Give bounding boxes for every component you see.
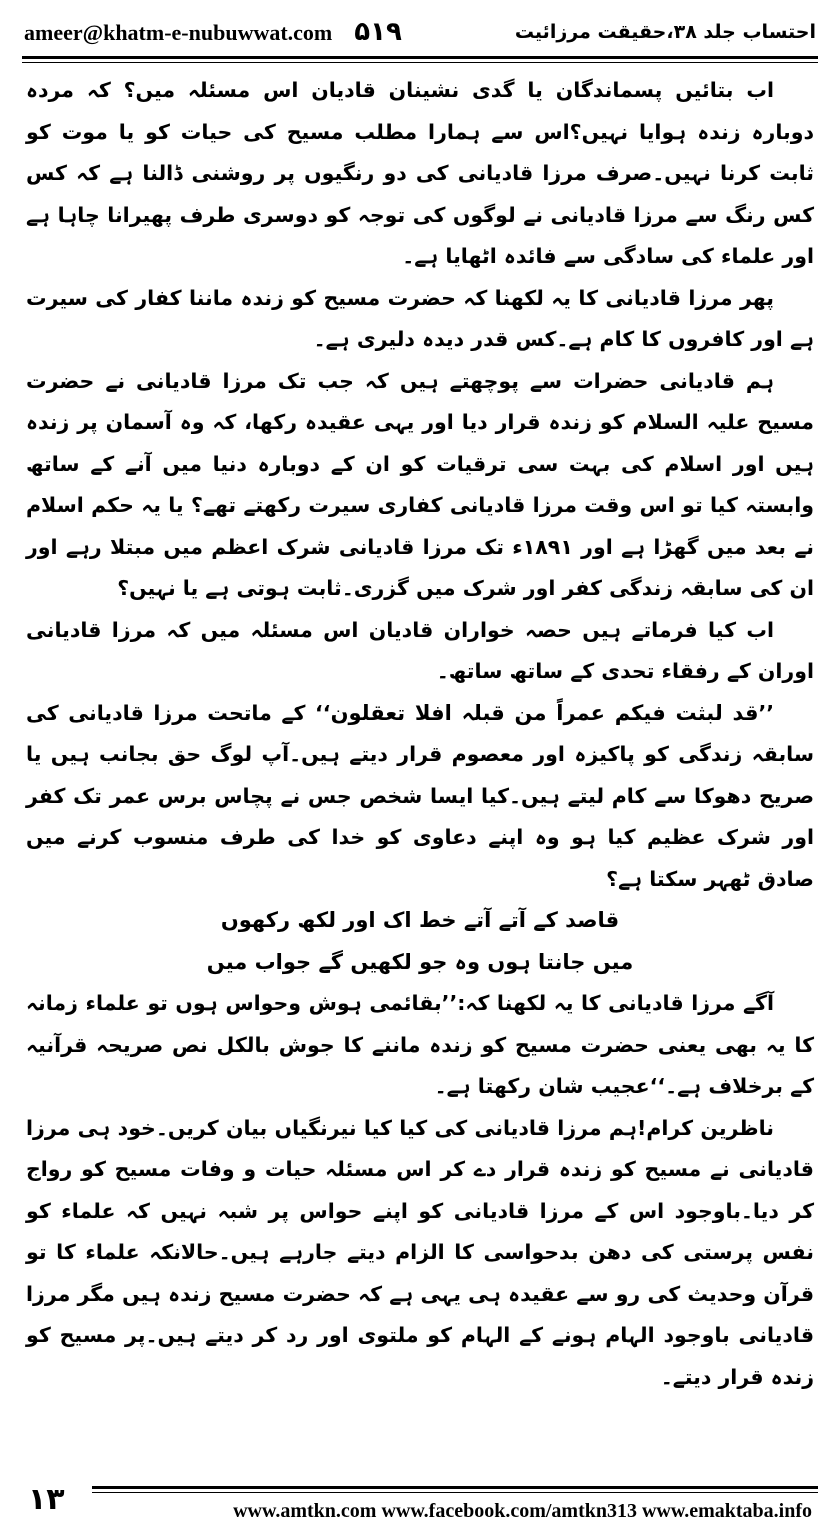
final-paragraph: ناظرین کرام!ہم مرزا قادیانی کی کیا کیا نیرنگیاں بیان کریں۔خود ہی مرزا قادیانی نے مسیح کو زندہ قرار دے کر اس مسئلہ حیات و وفات مسیح کو رواج کر دیا۔باوجود اس کے مرزا قادیانی کو اپنے حواس پر شبہ نہیں کہ علماء کو نفس پرستی کی دھن بدحواسی کا الزام دیتے جارہے ہیں۔حالانکہ علماء کا تو قرآن وحدیث کی رو سے عقیدہ ہی یہی ہے کہ حضرت مسیح زندہ ہیں مگر مرزا قادیانی باوجود الہام ہونے کے الہام کو ملتوی اور رد کر دیتے ہیں۔پر مسیح کو زندہ قرار دیتے۔ — [26, 1115, 814, 1389]
header-email: ameer@khatm-e-nubuwwat.com — [24, 20, 333, 45]
page-header — [24, 10, 816, 54]
after-quote-text: کے ماتحت مرزا قادیانی کی سابقہ زندگی کو پاکیزہ اور معصوم قرار دیتے ہیں۔آپ لوگ حق بجانب ہیں یا صریح دھوکا سے کام لیتے ہیں۔کیا ایسا شخص جس نے پچاس برس عمر تک کفر اور شرک عظیم کیا ہو وہ اپنے دعاوی کو خدا کی طرف منسوب کرنے میں صادق ٹھہر سکتا ہے؟ — [26, 700, 814, 891]
paragraph-3: ہم قادیانی حضرات سے پوچھتے ہیں کہ جب تک مرزا قادیانی نے حضرت مسیح علیہ السلام کو زندہ قرار دیا اور یہی عقیدہ رکھا، کہ وہ آسمان پر زندہ ہیں اور اسلام کی بہت سی ترقیات کو ان کے دوبارہ دنیا میں آنے کے ساتھ وابستہ کیا تو اس وقت مرزا قادیانی کفاری سیرت رکھتے تھے؟ یا یہ حکم اسلام نے بعد میں گھڑا ہے اور ۱۸۹۱ء تک مرزا قادیانی شرک اعظم میں مبتلا رہے اور ان کی سابقہ زندگی کفر اور شرک میں گزری۔ثابت ہوتی ہے یا نہیں؟ — [26, 368, 814, 600]
quran-quote: قد لبثت فیکم عمراً من قبلہ افلا تعقلون — [330, 700, 759, 725]
paragraph-4: اب کیا فرماتے ہیں حصہ خواران قادیان اس مسئلہ میں کہ مرزا قادیانی اوران کے رفقاء تحدی کے ساتھ ساتھ۔ — [26, 617, 814, 683]
page-body — [26, 70, 814, 1398]
running-title: احتساب جلد ۳۸،حقیقت مرزائیت — [514, 21, 816, 43]
header-rule — [22, 56, 818, 63]
couplet-line-1: قاصد کے آتے آتے خط اک اور لکھ رکھوں — [220, 908, 620, 932]
paragraph-after-couplet: آگے مرزا قادیانی کا یہ لکھنا کہ:’’بقائمی ہوش وحواس ہوں تو علماء زمانہ کا یہ بھی یعنی حضرت مسیح کو زندہ ماننے کا جوش بالکل نص صریحہ قرآنیہ کے برخلاف ہے۔‘‘عجیب شان رکھتا ہے۔ — [26, 991, 814, 1098]
header-page-number: ۵۱۹ — [354, 17, 402, 47]
page-footer — [22, 1478, 818, 1540]
footer-page-number: ۱۳ — [28, 1482, 65, 1517]
couplet-line-2: میں جانتا ہوں وہ جو لکھیں گے جواب میں — [206, 949, 634, 974]
paragraph-1: اب بتائیں پسماندگان یا گدی نشینان قادیان اس مسئلہ میں؟ کہ مردہ دوبارہ زندہ ہوایا نہیں؟اس سے ہمارا مطلب مسیح کی حیات کو یا موت کو ثابت کرنا نہیں۔صرف مرزا قادیانی کی دو رنگیوں پر روشنی ڈالنا ہے کہ کس کس رنگ سے مرزا قادیانی نے لوگوں کی توجہ کو دوسری طرف پھیرانا چاہا ہے اور علماء کی سادگی سے فائدہ اٹھایا ہے۔ — [26, 78, 814, 268]
footer-rule — [92, 1486, 818, 1493]
paragraph-2: پھر مرزا قادیانی کا یہ لکھنا کہ حضرت مسیح کو زندہ ماننا کفار کی سیرت ہے اور کافروں کا کام ہے۔کس قدر دیدہ دلیری ہے۔ — [26, 285, 814, 351]
quote-paragraph: ’’قد لبثت فیکم عمراً من قبلہ افلا تعقلون‘‘ کے ماتحت مرزا قادیانی کی سابقہ زندگی کو پاکیزہ اور معصوم قرار دیتے ہیں۔آپ لوگ حق بجانب ہیں یا صریح دھوکا سے کام لیتے ہیں۔کیا ایسا شخص جس نے پچاس برس عمر تک کفر اور شرک عظیم کیا ہو وہ اپنے دعاوی کو خدا کی طرف منسوب کرنے میں صادق ٹھہر سکتا ہے؟ — [26, 700, 814, 891]
header-left — [24, 17, 402, 47]
footer-links: www.amtkn.com www.facebook.com/amtkn313 www.emaktaba.info — [233, 1500, 812, 1522]
